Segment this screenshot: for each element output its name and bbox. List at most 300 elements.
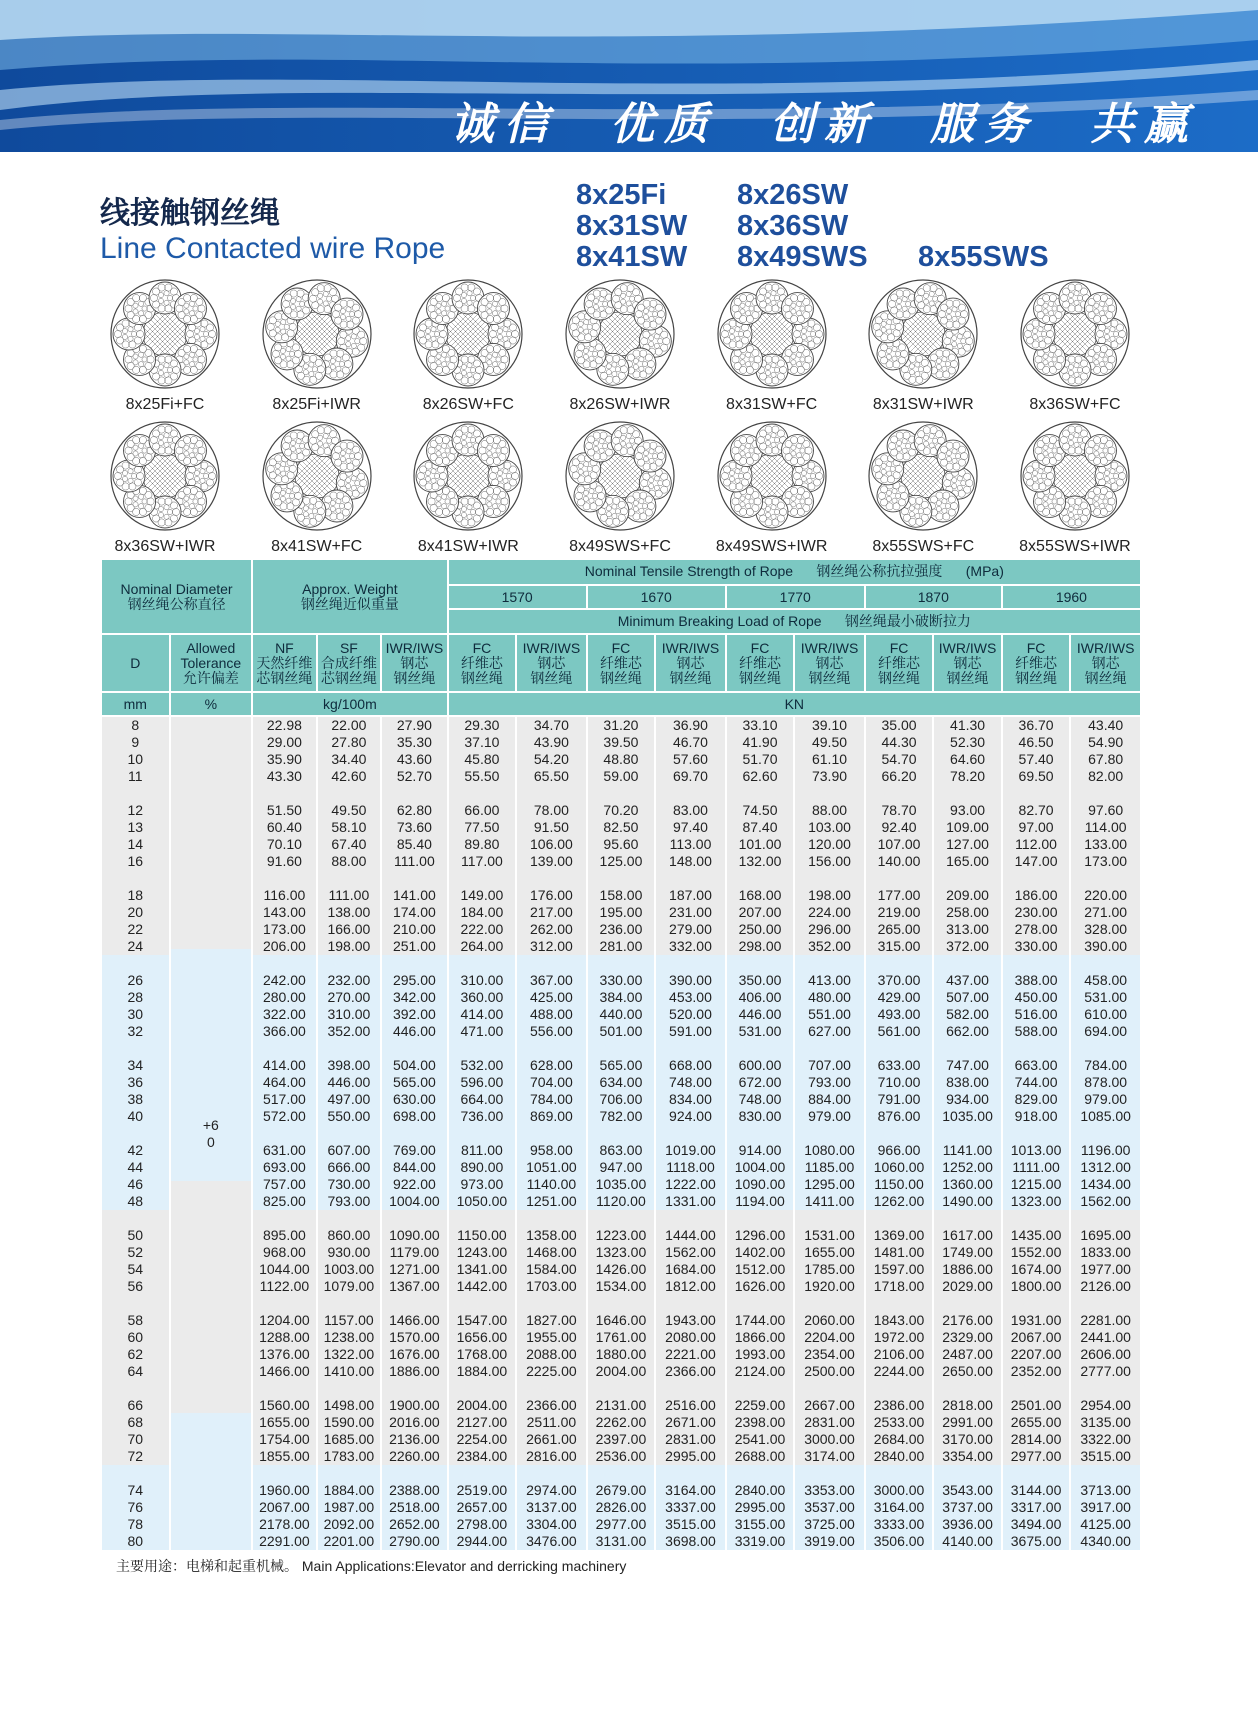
table-row — [101, 972, 1141, 989]
value-cell: 367.00 — [516, 972, 587, 989]
value-cell: 65.50 — [516, 768, 587, 785]
rope-cross-section-icon — [261, 420, 373, 532]
value-cell: 1085.00 — [1070, 1108, 1141, 1125]
value-cell: 1150.00 — [448, 1227, 517, 1244]
value-cell: 222.00 — [448, 921, 517, 938]
diameter-cell: 8 — [101, 716, 170, 734]
value-cell: 350.00 — [726, 972, 795, 989]
rope-cross-section-icon — [564, 278, 676, 390]
slogan-word: 共赢 — [1090, 99, 1198, 150]
value-cell: 3543.00 — [933, 1482, 1002, 1499]
value-cell: 3164.00 — [865, 1499, 934, 1516]
value-cell: 1410.00 — [317, 1363, 381, 1380]
page-title-cn: 线接触钢丝绳 — [100, 196, 280, 231]
value-cell: 41.30 — [933, 716, 1002, 734]
value-cell: 29.00 — [252, 734, 316, 751]
value-cell: 497.00 — [317, 1091, 381, 1108]
value-cell: 322.00 — [252, 1006, 316, 1023]
value-cell: 352.00 — [317, 1023, 381, 1040]
value-cell: 3515.00 — [1070, 1448, 1141, 1465]
value-cell: 298.00 — [726, 938, 795, 955]
value-cell: 2124.00 — [726, 1363, 795, 1380]
diameter-cell: 70 — [101, 1431, 170, 1448]
value-cell: 1179.00 — [381, 1244, 448, 1261]
value-cell: 2954.00 — [1070, 1397, 1141, 1414]
value-cell: 209.00 — [933, 887, 1002, 904]
table-row — [101, 1346, 1141, 1363]
model-name: 8x55SWS — [918, 241, 1049, 273]
rope-cross-section-icon — [716, 278, 828, 390]
value-cell: 138.00 — [317, 904, 381, 921]
value-cell: 83.00 — [655, 802, 726, 819]
value-cell: 62.60 — [726, 768, 795, 785]
value-cell: 706.00 — [587, 1091, 656, 1108]
value-cell: 532.00 — [448, 1057, 517, 1074]
diameter-cell: 46 — [101, 1176, 170, 1193]
value-cell: 966.00 — [865, 1142, 934, 1159]
value-cell: 54.20 — [516, 751, 587, 768]
value-cell: 1972.00 — [865, 1329, 934, 1346]
value-cell: 2207.00 — [1002, 1346, 1071, 1363]
value-cell: 1685.00 — [317, 1431, 381, 1448]
value-cell: 979.00 — [1070, 1091, 1141, 1108]
value-cell: 57.60 — [655, 751, 726, 768]
value-cell: 82.50 — [587, 819, 656, 836]
value-cell: 2977.00 — [587, 1516, 656, 1533]
value-cell: 437.00 — [933, 972, 1002, 989]
value-cell: 2176.00 — [933, 1312, 1002, 1329]
value-cell: 1243.00 — [448, 1244, 517, 1261]
value-cell: 112.00 — [1002, 836, 1071, 853]
value-cell: 120.00 — [794, 836, 865, 853]
value-cell: 2106.00 — [865, 1346, 934, 1363]
value-cell: 2790.00 — [381, 1533, 448, 1550]
diameter-cell: 38 — [101, 1091, 170, 1108]
col-fc: FC 纤维芯 钢丝绳 — [865, 634, 934, 692]
value-cell: 64.60 — [933, 751, 1002, 768]
value-cell: 2127.00 — [448, 1414, 517, 1431]
value-cell: 45.80 — [448, 751, 517, 768]
value-cell: 101.00 — [726, 836, 795, 853]
value-cell: 628.00 — [516, 1057, 587, 1074]
value-cell: 2260.00 — [381, 1448, 448, 1465]
value-cell: 2519.00 — [448, 1482, 517, 1499]
diameter-cell: 26 — [101, 972, 170, 989]
value-cell: 1296.00 — [726, 1227, 795, 1244]
value-cell: 111.00 — [317, 887, 381, 904]
table-row — [101, 1261, 1141, 1278]
value-cell: 1843.00 — [865, 1312, 934, 1329]
spec-table-body — [101, 716, 1141, 1550]
table-row — [101, 853, 1141, 870]
value-cell: 633.00 — [865, 1057, 934, 1074]
value-cell: 2354.00 — [794, 1346, 865, 1363]
diameter-cell: 72 — [101, 1448, 170, 1465]
table-row — [101, 989, 1141, 1006]
header-nominal-diameter: Nominal Diameter 钢丝绳公称直径 — [101, 559, 252, 634]
value-cell: 2004.00 — [448, 1397, 517, 1414]
value-cell: 860.00 — [317, 1227, 381, 1244]
value-cell: 1674.00 — [1002, 1261, 1071, 1278]
unit-percent: % — [170, 692, 253, 716]
model-list-2 — [737, 180, 868, 273]
diameter-cell: 78 — [101, 1516, 170, 1533]
value-cell: 77.50 — [448, 819, 517, 836]
value-cell: 2814.00 — [1002, 1431, 1071, 1448]
value-cell: 43.40 — [1070, 716, 1141, 734]
value-cell: 1271.00 — [381, 1261, 448, 1278]
value-cell: 516.00 — [1002, 1006, 1071, 1023]
value-cell: 2131.00 — [587, 1397, 656, 1414]
value-cell: 2398.00 — [726, 1414, 795, 1431]
value-cell: 1140.00 — [516, 1176, 587, 1193]
value-cell: 825.00 — [252, 1193, 316, 1210]
value-cell: 4125.00 — [1070, 1516, 1141, 1533]
rope-cross-section-icon — [261, 278, 373, 390]
value-cell: 3155.00 — [726, 1516, 795, 1533]
table-row — [101, 1363, 1141, 1380]
value-cell: 27.90 — [381, 716, 448, 734]
rope-label: 8x49SWS+IWR — [715, 538, 828, 555]
value-cell: 1331.00 — [655, 1193, 726, 1210]
value-cell: 2366.00 — [516, 1397, 587, 1414]
value-cell: 556.00 — [516, 1023, 587, 1040]
diameter-cell: 64 — [101, 1363, 170, 1380]
value-cell: 1490.00 — [933, 1193, 1002, 1210]
value-cell: 42.60 — [317, 768, 381, 785]
value-cell: 668.00 — [655, 1057, 726, 1074]
value-cell: 1411.00 — [794, 1193, 865, 1210]
value-cell: 111.00 — [381, 853, 448, 870]
col-fc: FC 纤维芯 钢丝绳 — [726, 634, 795, 692]
value-cell: 1562.00 — [655, 1244, 726, 1261]
value-cell: 1783.00 — [317, 1448, 381, 1465]
value-cell: 1322.00 — [317, 1346, 381, 1363]
rope-item — [697, 420, 847, 562]
value-cell: 704.00 — [516, 1074, 587, 1091]
value-cell: 3000.00 — [794, 1431, 865, 1448]
table-row — [101, 887, 1141, 904]
rope-label: 8x41SW+FC — [271, 538, 363, 555]
value-cell: 176.00 — [516, 887, 587, 904]
value-cell: 2652.00 — [381, 1516, 448, 1533]
value-cell: 217.00 — [516, 904, 587, 921]
table-row — [101, 904, 1141, 921]
value-cell: 973.00 — [448, 1176, 517, 1193]
value-cell: 51.70 — [726, 751, 795, 768]
value-cell: 67.40 — [317, 836, 381, 853]
value-cell: 2178.00 — [252, 1516, 316, 1533]
col-iwr-iws: IWR/IWS 钢芯 钢丝绳 — [655, 634, 726, 692]
value-cell: 1050.00 — [448, 1193, 517, 1210]
value-cell: 876.00 — [865, 1108, 934, 1125]
value-cell: 863.00 — [587, 1142, 656, 1159]
value-cell: 2511.00 — [516, 1414, 587, 1431]
value-cell: 158.00 — [587, 887, 656, 904]
value-cell: 1358.00 — [516, 1227, 587, 1244]
rope-item — [393, 420, 543, 562]
value-cell: 2501.00 — [1002, 1397, 1071, 1414]
diameter-cell: 18 — [101, 887, 170, 904]
value-cell: 607.00 — [317, 1142, 381, 1159]
value-cell: 3337.00 — [655, 1499, 726, 1516]
value-cell: 3919.00 — [794, 1533, 865, 1550]
value-cell: 3317.00 — [1002, 1499, 1071, 1516]
value-cell: 232.00 — [317, 972, 381, 989]
rope-cross-section-icon — [867, 278, 979, 390]
value-cell: 1238.00 — [317, 1329, 381, 1346]
value-cell: 501.00 — [587, 1023, 656, 1040]
value-cell: 979.00 — [794, 1108, 865, 1125]
value-cell: 1435.00 — [1002, 1227, 1071, 1244]
value-cell: 70.20 — [587, 802, 656, 819]
diameter-cell: 34 — [101, 1057, 170, 1074]
value-cell: 1993.00 — [726, 1346, 795, 1363]
diameter-cell: 52 — [101, 1244, 170, 1261]
value-cell: 507.00 — [933, 989, 1002, 1006]
value-cell: 1251.00 — [516, 1193, 587, 1210]
value-cell: 330.00 — [1002, 938, 1071, 955]
value-cell: 958.00 — [516, 1142, 587, 1159]
value-cell: 78.70 — [865, 802, 934, 819]
value-cell: 34.70 — [516, 716, 587, 734]
diameter-cell: 56 — [101, 1278, 170, 1295]
value-cell: 342.00 — [381, 989, 448, 1006]
value-cell: 2798.00 — [448, 1516, 517, 1533]
table-row — [101, 1193, 1141, 1210]
value-cell: 1597.00 — [865, 1261, 934, 1278]
value-cell: 2831.00 — [794, 1414, 865, 1431]
value-cell: 1204.00 — [252, 1312, 316, 1329]
table-row — [101, 1057, 1141, 1074]
value-cell: 1341.00 — [448, 1261, 517, 1278]
diameter-cell: 11 — [101, 768, 170, 785]
value-cell: 2262.00 — [587, 1414, 656, 1431]
value-cell: 2516.00 — [655, 1397, 726, 1414]
value-cell: 4140.00 — [933, 1533, 1002, 1550]
value-cell: 116.00 — [252, 887, 316, 904]
value-cell: 565.00 — [587, 1057, 656, 1074]
table-row — [101, 1023, 1141, 1040]
value-cell: 664.00 — [448, 1091, 517, 1108]
value-cell: 1051.00 — [516, 1159, 587, 1176]
value-cell: 44.30 — [865, 734, 934, 751]
table-row — [101, 716, 1141, 734]
value-cell: 1943.00 — [655, 1312, 726, 1329]
value-cell: 177.00 — [865, 887, 934, 904]
value-cell: 2067.00 — [252, 1499, 316, 1516]
value-cell: 2029.00 — [933, 1278, 1002, 1295]
value-cell: 1118.00 — [655, 1159, 726, 1176]
value-cell: 33.10 — [726, 716, 795, 734]
table-row — [101, 734, 1141, 751]
value-cell: 3000.00 — [865, 1482, 934, 1499]
rope-item — [90, 278, 240, 420]
table-row — [101, 1499, 1141, 1516]
spec-table — [100, 558, 1142, 1550]
value-cell: 148.00 — [655, 853, 726, 870]
value-cell: 2688.00 — [726, 1448, 795, 1465]
col-d: D — [101, 634, 170, 692]
value-cell: 328.00 — [1070, 921, 1141, 938]
value-cell: 207.00 — [726, 904, 795, 921]
table-row — [101, 751, 1141, 768]
value-cell: 834.00 — [655, 1091, 726, 1108]
value-cell: 39.50 — [587, 734, 656, 751]
value-cell: 1684.00 — [655, 1261, 726, 1278]
value-cell: 662.00 — [933, 1023, 1002, 1040]
value-cell: 43.30 — [252, 768, 316, 785]
table-row — [101, 1176, 1141, 1193]
table-row — [101, 1329, 1141, 1346]
value-cell: 278.00 — [1002, 921, 1071, 938]
value-cell: 262.00 — [516, 921, 587, 938]
value-cell: 3144.00 — [1002, 1482, 1071, 1499]
value-cell: 1866.00 — [726, 1329, 795, 1346]
table-row — [101, 1533, 1141, 1550]
value-cell: 2777.00 — [1070, 1363, 1141, 1380]
value-cell: 295.00 — [381, 972, 448, 989]
value-cell: 2818.00 — [933, 1397, 1002, 1414]
col-iwr-iws: IWR/IWS 钢芯 钢丝绳 — [794, 634, 865, 692]
value-cell: 630.00 — [381, 1091, 448, 1108]
value-cell: 2650.00 — [933, 1363, 1002, 1380]
value-cell: 1295.00 — [794, 1176, 865, 1193]
value-cell: 1920.00 — [794, 1278, 865, 1295]
header-approx-weight: Approx. Weight 钢丝绳近似重量 — [252, 559, 447, 634]
value-cell: 425.00 — [516, 989, 587, 1006]
value-cell: 1035.00 — [587, 1176, 656, 1193]
value-cell: 258.00 — [933, 904, 1002, 921]
value-cell: 1367.00 — [381, 1278, 448, 1295]
value-cell: 206.00 — [252, 938, 316, 955]
value-cell: 730.00 — [317, 1176, 381, 1193]
value-cell: 198.00 — [794, 887, 865, 904]
value-cell: 330.00 — [587, 972, 656, 989]
table-row — [101, 1448, 1141, 1465]
value-cell: 231.00 — [655, 904, 726, 921]
value-cell: 97.40 — [655, 819, 726, 836]
value-cell: 551.00 — [794, 1006, 865, 1023]
value-cell: 66.20 — [865, 768, 934, 785]
value-cell: 29.30 — [448, 716, 517, 734]
value-cell: 488.00 — [516, 1006, 587, 1023]
unit-mm: mm — [101, 692, 170, 716]
value-cell: 1886.00 — [381, 1363, 448, 1380]
table-row — [101, 1431, 1141, 1448]
value-cell: 1512.00 — [726, 1261, 795, 1278]
value-cell: 517.00 — [252, 1091, 316, 1108]
value-cell: 3164.00 — [655, 1482, 726, 1499]
value-cell: 631.00 — [252, 1142, 316, 1159]
value-cell: 1584.00 — [516, 1261, 587, 1278]
value-cell: 458.00 — [1070, 972, 1141, 989]
value-cell: 43.60 — [381, 751, 448, 768]
value-cell: 2352.00 — [1002, 1363, 1071, 1380]
value-cell: 2831.00 — [655, 1431, 726, 1448]
value-cell: 2016.00 — [381, 1414, 448, 1431]
value-cell: 2259.00 — [726, 1397, 795, 1414]
value-cell: 3713.00 — [1070, 1482, 1141, 1499]
value-cell: 3170.00 — [933, 1431, 1002, 1448]
value-cell: 414.00 — [448, 1006, 517, 1023]
diameter-cell: 16 — [101, 853, 170, 870]
value-cell: 1987.00 — [317, 1499, 381, 1516]
value-cell: 2667.00 — [794, 1397, 865, 1414]
slogan-word: 诚信 — [450, 99, 558, 150]
value-cell: 1590.00 — [317, 1414, 381, 1431]
value-cell: 591.00 — [655, 1023, 726, 1040]
table-row — [101, 1516, 1141, 1533]
value-cell: 2254.00 — [448, 1431, 517, 1448]
rope-item — [545, 420, 695, 562]
diameter-cell: 66 — [101, 1397, 170, 1414]
value-cell: 117.00 — [448, 853, 517, 870]
value-cell: 3737.00 — [933, 1499, 1002, 1516]
value-cell: 55.50 — [448, 768, 517, 785]
value-cell: 838.00 — [933, 1074, 1002, 1091]
header-tensile-strength: Nominal Tensile Strength of Rope 钢丝绳公称抗拉强度 (MPa) — [448, 559, 1141, 585]
value-cell: 922.00 — [381, 1176, 448, 1193]
value-cell: 531.00 — [726, 1023, 795, 1040]
slogan-word: 优质 — [610, 99, 718, 150]
diameter-cell: 74 — [101, 1482, 170, 1499]
value-cell: 1498.00 — [317, 1397, 381, 1414]
value-cell: 2384.00 — [448, 1448, 517, 1465]
value-cell: 1833.00 — [1070, 1244, 1141, 1261]
value-cell: 2441.00 — [1070, 1329, 1141, 1346]
grade-1570: 1570 — [448, 585, 587, 610]
value-cell: 1570.00 — [381, 1329, 448, 1346]
value-cell: 107.00 — [865, 836, 934, 853]
value-cell: 133.00 — [1070, 836, 1141, 853]
value-cell: 582.00 — [933, 1006, 1002, 1023]
table-row — [101, 1159, 1141, 1176]
value-cell: 1196.00 — [1070, 1142, 1141, 1159]
col-iwr-iws: IWR/IWS 钢芯 钢丝绳 — [516, 634, 587, 692]
value-cell: 166.00 — [317, 921, 381, 938]
value-cell: 184.00 — [448, 904, 517, 921]
rope-label: 8x41SW+IWR — [417, 538, 519, 555]
diameter-cell: 24 — [101, 938, 170, 955]
header-banner — [0, 0, 1258, 152]
value-cell: 1884.00 — [448, 1363, 517, 1380]
value-cell: 1884.00 — [317, 1482, 381, 1499]
value-cell: 1004.00 — [726, 1159, 795, 1176]
value-cell: 3137.00 — [516, 1499, 587, 1516]
value-cell: 453.00 — [655, 989, 726, 1006]
value-cell: 132.00 — [726, 853, 795, 870]
value-cell: 930.00 — [317, 1244, 381, 1261]
diameter-cell: 9 — [101, 734, 170, 751]
col-iwr-iws: IWR/IWS 钢芯 钢丝绳 — [1070, 634, 1141, 692]
value-cell: 3515.00 — [655, 1516, 726, 1533]
column-headers — [101, 634, 1141, 692]
value-cell: 1090.00 — [726, 1176, 795, 1193]
value-cell: 918.00 — [1002, 1108, 1071, 1125]
diameter-cell: 42 — [101, 1142, 170, 1159]
value-cell: 1812.00 — [655, 1278, 726, 1295]
value-cell: 707.00 — [794, 1057, 865, 1074]
model-name: 8x49SWS — [737, 241, 868, 273]
rope-cross-sections — [90, 278, 1150, 562]
diameter-cell: 54 — [101, 1261, 170, 1278]
value-cell: 895.00 — [252, 1227, 316, 1244]
value-cell: 2657.00 — [448, 1499, 517, 1516]
value-cell: 1617.00 — [933, 1227, 1002, 1244]
tolerance-cell: +6 0 — [170, 716, 253, 1550]
value-cell: 757.00 — [252, 1176, 316, 1193]
